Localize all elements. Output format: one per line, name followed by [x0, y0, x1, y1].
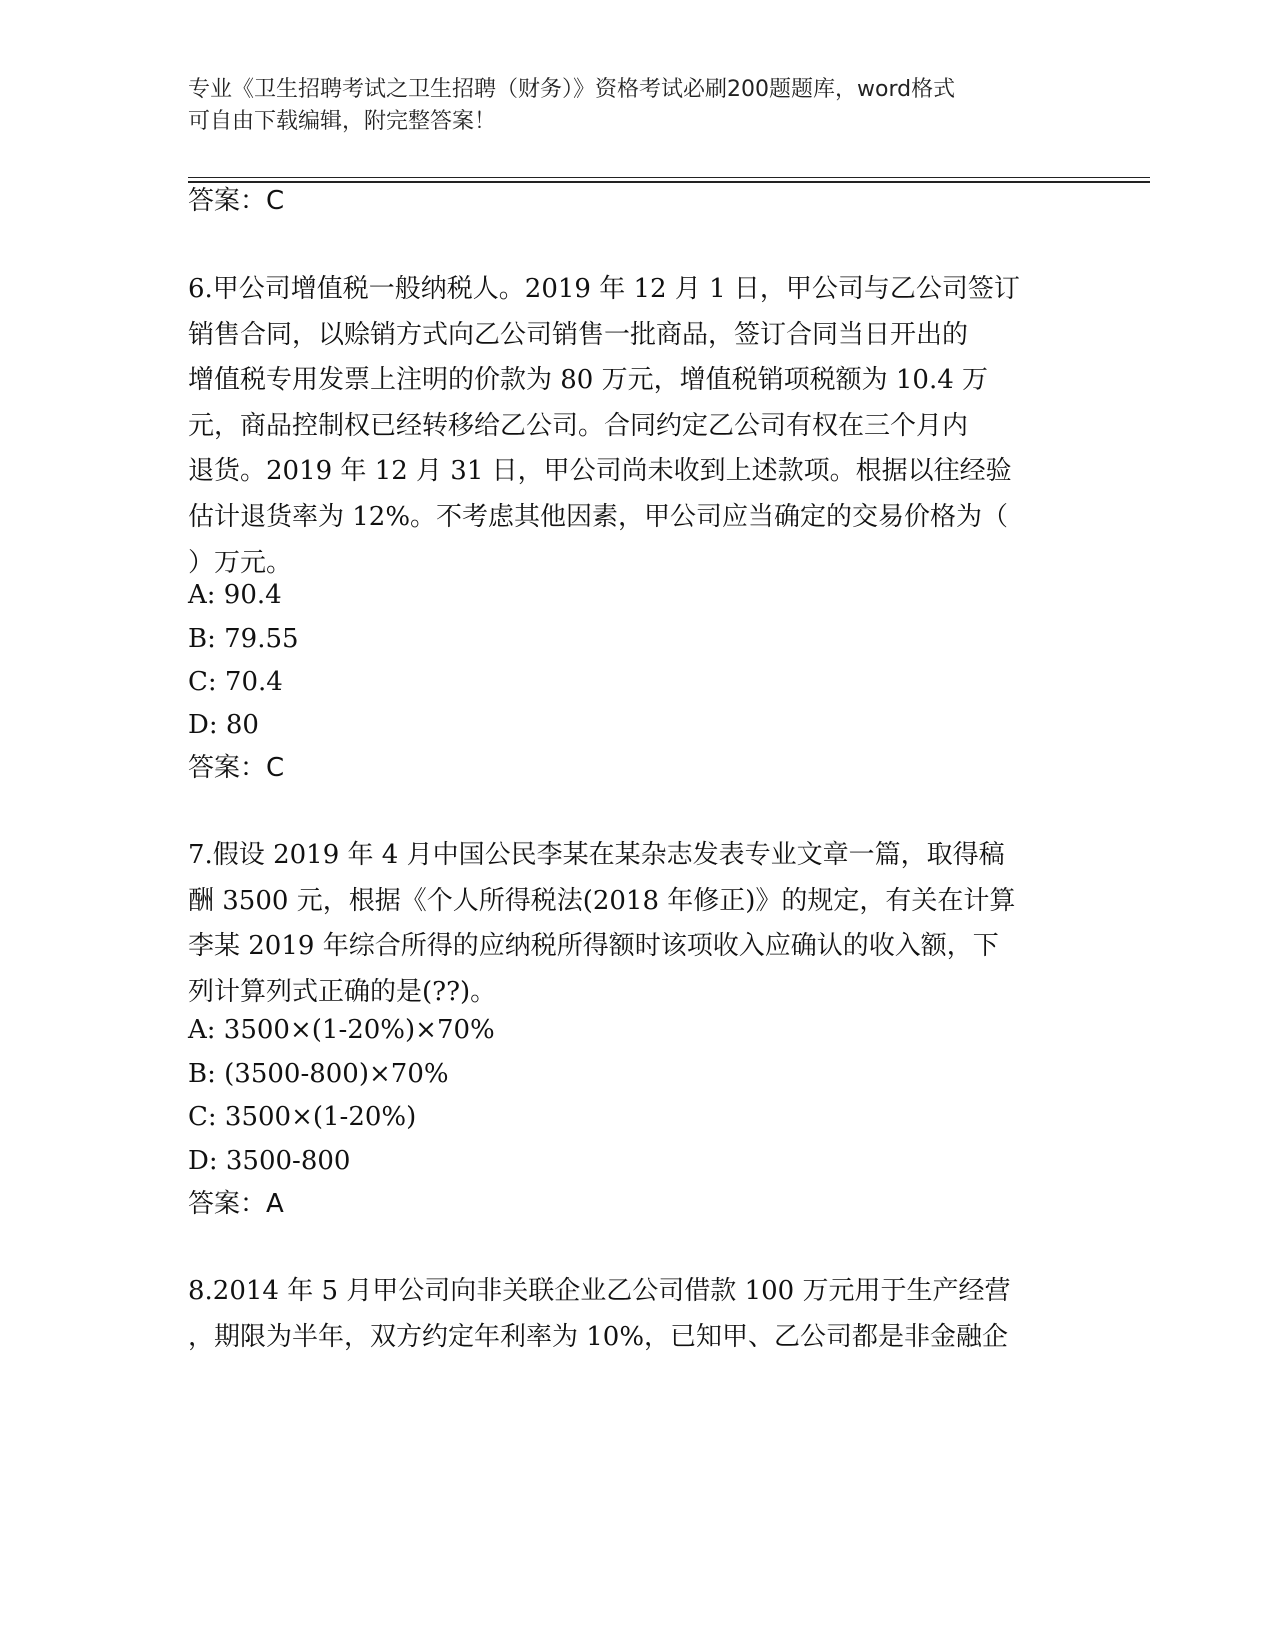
question-line: 列计算列式正确的是(??)。 [188, 976, 497, 1007]
question-line: ，期限为半年，双方约定年利率为 10%，已知甲、乙公司都是非金融企 [188, 1321, 1009, 1352]
question-line: 增值税专用发票上注明的价款为 80 万元，增值税销项税额为 10.4 万 [188, 365, 989, 396]
option-d: D: 3500-800 [188, 1146, 351, 1176]
option-c: C: 3500×(1-20%) [188, 1102, 417, 1132]
header-line: 专业《卫生招聘考试之卫生招聘（财务）》资格考试必刷200题题库，word格式 [188, 77, 956, 102]
question-line: 元，商品控制权已经转移给乙公司。合同约定乙公司有权在三个月内 [188, 410, 969, 441]
option-c: C: 70.4 [188, 667, 283, 697]
question-line: 销售合同，以赊销方式向乙公司销售一批商品，签订合同当日开出的 [188, 319, 969, 350]
option-b: B: (3500-800)×70% [188, 1059, 449, 1089]
option-a: A: 3500×(1-20%)×70% [188, 1015, 495, 1045]
question-line: 6.甲公司增值税一般纳税人。2019 年 12 月 1 日，甲公司与乙公司签订 [188, 274, 1020, 304]
question-6 [188, 267, 1078, 586]
header-divider-thin [188, 177, 1150, 178]
question-line: 估计退货率为 12%。不考虑其他因素，甲公司应当确定的交易价格为（ [188, 501, 1009, 532]
header-line: 可自由下载编辑，附完整答案！ [188, 109, 497, 134]
question-line: 酬 3500 元，根据《个人所得税法(2018 年修正)》的规定，有关在计算 [188, 885, 1016, 916]
question-line: 退货。2019 年 12 月 31 日，甲公司尚未收到上述款项。根据以往经验 [188, 456, 1012, 487]
option-a: A: 90.4 [188, 580, 282, 610]
header-divider-thick [188, 181, 1150, 183]
question-7 [188, 833, 1078, 1015]
document-header [188, 74, 1088, 138]
question-line: 李某 2019 年综合所得的应纳税所得额时该项收入应确认的收入额，下 [188, 931, 999, 962]
answer-label: 答案：C [188, 186, 285, 216]
answer-label: 答案：A [188, 1189, 284, 1219]
question-line: 7.假设 2019 年 4 月中国公民李某在某杂志发表专业文章一篇，取得稿 [188, 840, 1005, 870]
question-line: ）万元。 [188, 547, 293, 578]
question-line: 8.2014 年 5 月甲公司向非关联企业乙公司借款 100 万元用于生产经营 [188, 1276, 1011, 1306]
option-b: B: 79.55 [188, 624, 299, 654]
option-d: D: 80 [188, 710, 259, 740]
question-8 [188, 1269, 1078, 1360]
answer-label: 答案：C [188, 753, 285, 783]
